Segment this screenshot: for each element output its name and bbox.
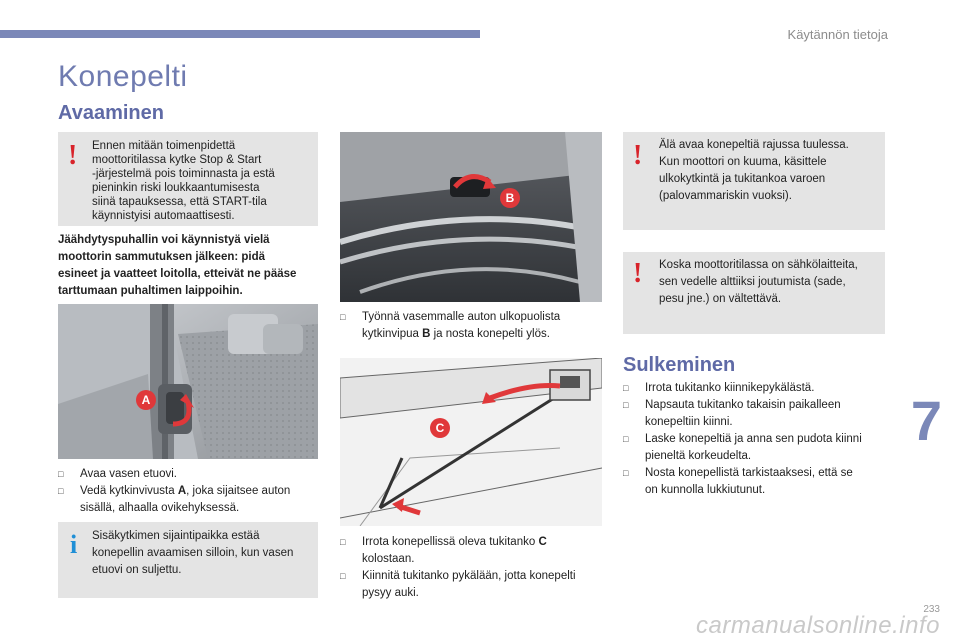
checkbox-bullet-icon: □ — [58, 486, 64, 496]
checkbox-bullet-icon: □ — [340, 537, 346, 547]
prop-rod-image — [340, 358, 602, 526]
step-lever-b — [340, 309, 602, 343]
checkbox-bullet-icon: □ — [58, 469, 64, 479]
info-text: Sisäkytkimen sijaintipaikka estää konepellin avaamisen silloin, kun vasen etuovi on suljettu. — [92, 530, 294, 576]
list-item: □ Avaa vasen etuovi. — [58, 466, 320, 483]
steps-close-list — [623, 380, 885, 499]
info-box-door — [58, 522, 318, 598]
steps-prop-rod — [340, 534, 602, 602]
checkbox-bullet-icon: □ — [623, 400, 629, 410]
warning-box-water — [623, 252, 885, 334]
list-item: □ Irrota tukitanko kiinnikepykälästä. — [623, 380, 885, 397]
label-a-badge: A — [136, 390, 156, 410]
warning-icon: ! — [633, 258, 643, 289]
list-item: □ Kiinnitä tukitanko pykälään, jotta konepelti pysyy auki. — [340, 570, 576, 599]
warning-text: Koska moottoritilassa on sähkölaitteita, sen vedelle alttiiksi joutumista (sade, pesu jne.) on vältettävä. — [659, 259, 858, 305]
checkbox-bullet-icon: □ — [623, 468, 629, 478]
label-c-badge: C — [430, 418, 450, 438]
checkbox-bullet-icon: □ — [340, 312, 346, 322]
watermark: carmanualsonline.info — [696, 612, 940, 639]
grille-lever-image — [340, 132, 602, 302]
heading-opening: Avaaminen — [58, 102, 164, 124]
chapter-number: 7 — [910, 389, 942, 452]
warning-text: Ennen mitään toimenpidettä moottoritilassa kytke Stop & Start -järjestelmä pois toiminnasta ja estä pieninkin riski loukkaantumisesta siinä tapauksessa, että START-tila käynnistyisi automaattisesti. — [92, 140, 275, 222]
list-item: □ Irrota konepellissä oleva tukitanko C kolostaan. — [340, 536, 547, 565]
checkbox-bullet-icon: □ — [623, 434, 629, 444]
info-icon: i — [70, 530, 78, 559]
heading-closing: Sulkeminen — [623, 354, 736, 376]
list-item: □ Napsauta tukitanko takaisin paikalleen konepeltiin kiinni. — [623, 399, 841, 428]
steps-open-list — [58, 466, 320, 517]
list-item: □ Vedä kytkinvivusta A, joka sijaitsee auton sisällä, alhaalla ovikehyksessä. — [58, 485, 291, 514]
list-item: □ Työnnä vasemmalle auton ulkopuolista kytkinvipua B ja nosta konepelti ylös. — [340, 311, 561, 340]
warning-box-stop-start — [58, 132, 318, 226]
checkbox-bullet-icon: □ — [340, 571, 346, 581]
warning-text: Älä avaa konepeltiä rajussa tuulessa. Kun moottori on kuuma, käsittele ulkokytkintä ja tukitankoa varoen (palovammariskin vuoksi). — [659, 139, 849, 202]
page-title: Konepelti — [58, 60, 188, 93]
list-item: □ Nosta konepellistä tarkistaaksesi, että se on kunnolla lukkiutunut. — [623, 467, 853, 496]
interior-lever-image — [58, 304, 318, 459]
checkbox-bullet-icon: □ — [623, 383, 629, 393]
section-title: Käytännön tietoja — [787, 27, 888, 42]
page-number: 233 — [923, 604, 940, 615]
fan-warning-paragraph: Jäähdytyspuhallin voi käynnistyä vielä moottorin sammutuksen jälkeen: pidä esineet ja vaatteet loitolla, etteivät ne pääse tarttumaan puhaltimen laippoihin. — [58, 234, 297, 297]
header-accent-bar — [0, 30, 480, 38]
list-item: □ Laske konepeltiä ja anna sen pudota kiinni pieneltä korkeudelta. — [623, 433, 862, 462]
warning-box-wind — [623, 132, 885, 230]
warning-icon: ! — [633, 140, 643, 171]
warning-icon: ! — [68, 140, 78, 171]
label-b-badge: B — [500, 188, 520, 208]
